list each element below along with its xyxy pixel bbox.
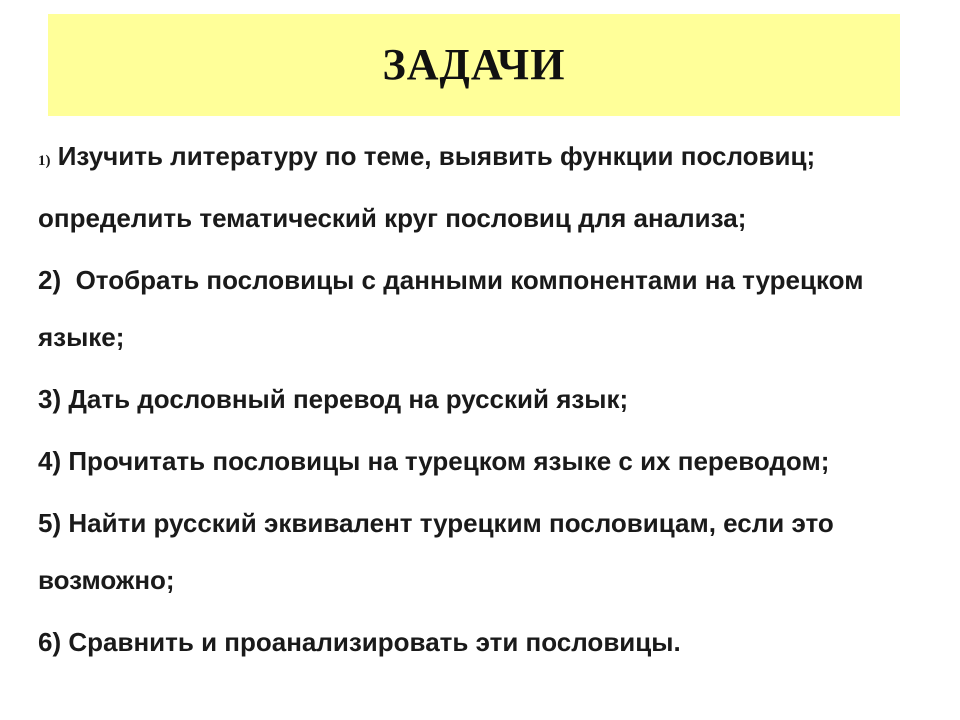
slide-title: ЗАДАЧИ xyxy=(382,39,566,89)
task-text: Изучить литературу по теме, выявить функции пословиц; определить тематический круг пословиц для анализа; xyxy=(38,141,816,233)
task-item-2 xyxy=(38,252,938,366)
task-number: 2) xyxy=(38,265,62,295)
task-item-1 xyxy=(38,128,938,247)
task-item-5 xyxy=(38,495,938,609)
task-number: 3) xyxy=(38,384,62,414)
task-number: 4) xyxy=(38,446,62,476)
task-text: Найти русский эквивалент турецким пословицам, если это возможно; xyxy=(38,508,834,595)
task-item-6 xyxy=(38,614,938,671)
task-text: Сравнить и проанализировать эти пословицы. xyxy=(68,627,681,657)
task-number: 1) xyxy=(38,153,51,169)
task-list xyxy=(38,128,938,676)
task-text: Прочитать пословицы на турецком языке с их переводом; xyxy=(68,446,830,476)
task-item-4 xyxy=(38,433,938,490)
task-number: 6) xyxy=(38,627,62,657)
task-text: Отобрать пословицы с данными компонентами на турецком языке; xyxy=(38,265,864,352)
title-banner xyxy=(48,14,900,116)
task-text: Дать дословный перевод на русский язык; xyxy=(68,384,629,414)
task-number: 5) xyxy=(38,508,62,538)
task-item-3 xyxy=(38,371,938,428)
